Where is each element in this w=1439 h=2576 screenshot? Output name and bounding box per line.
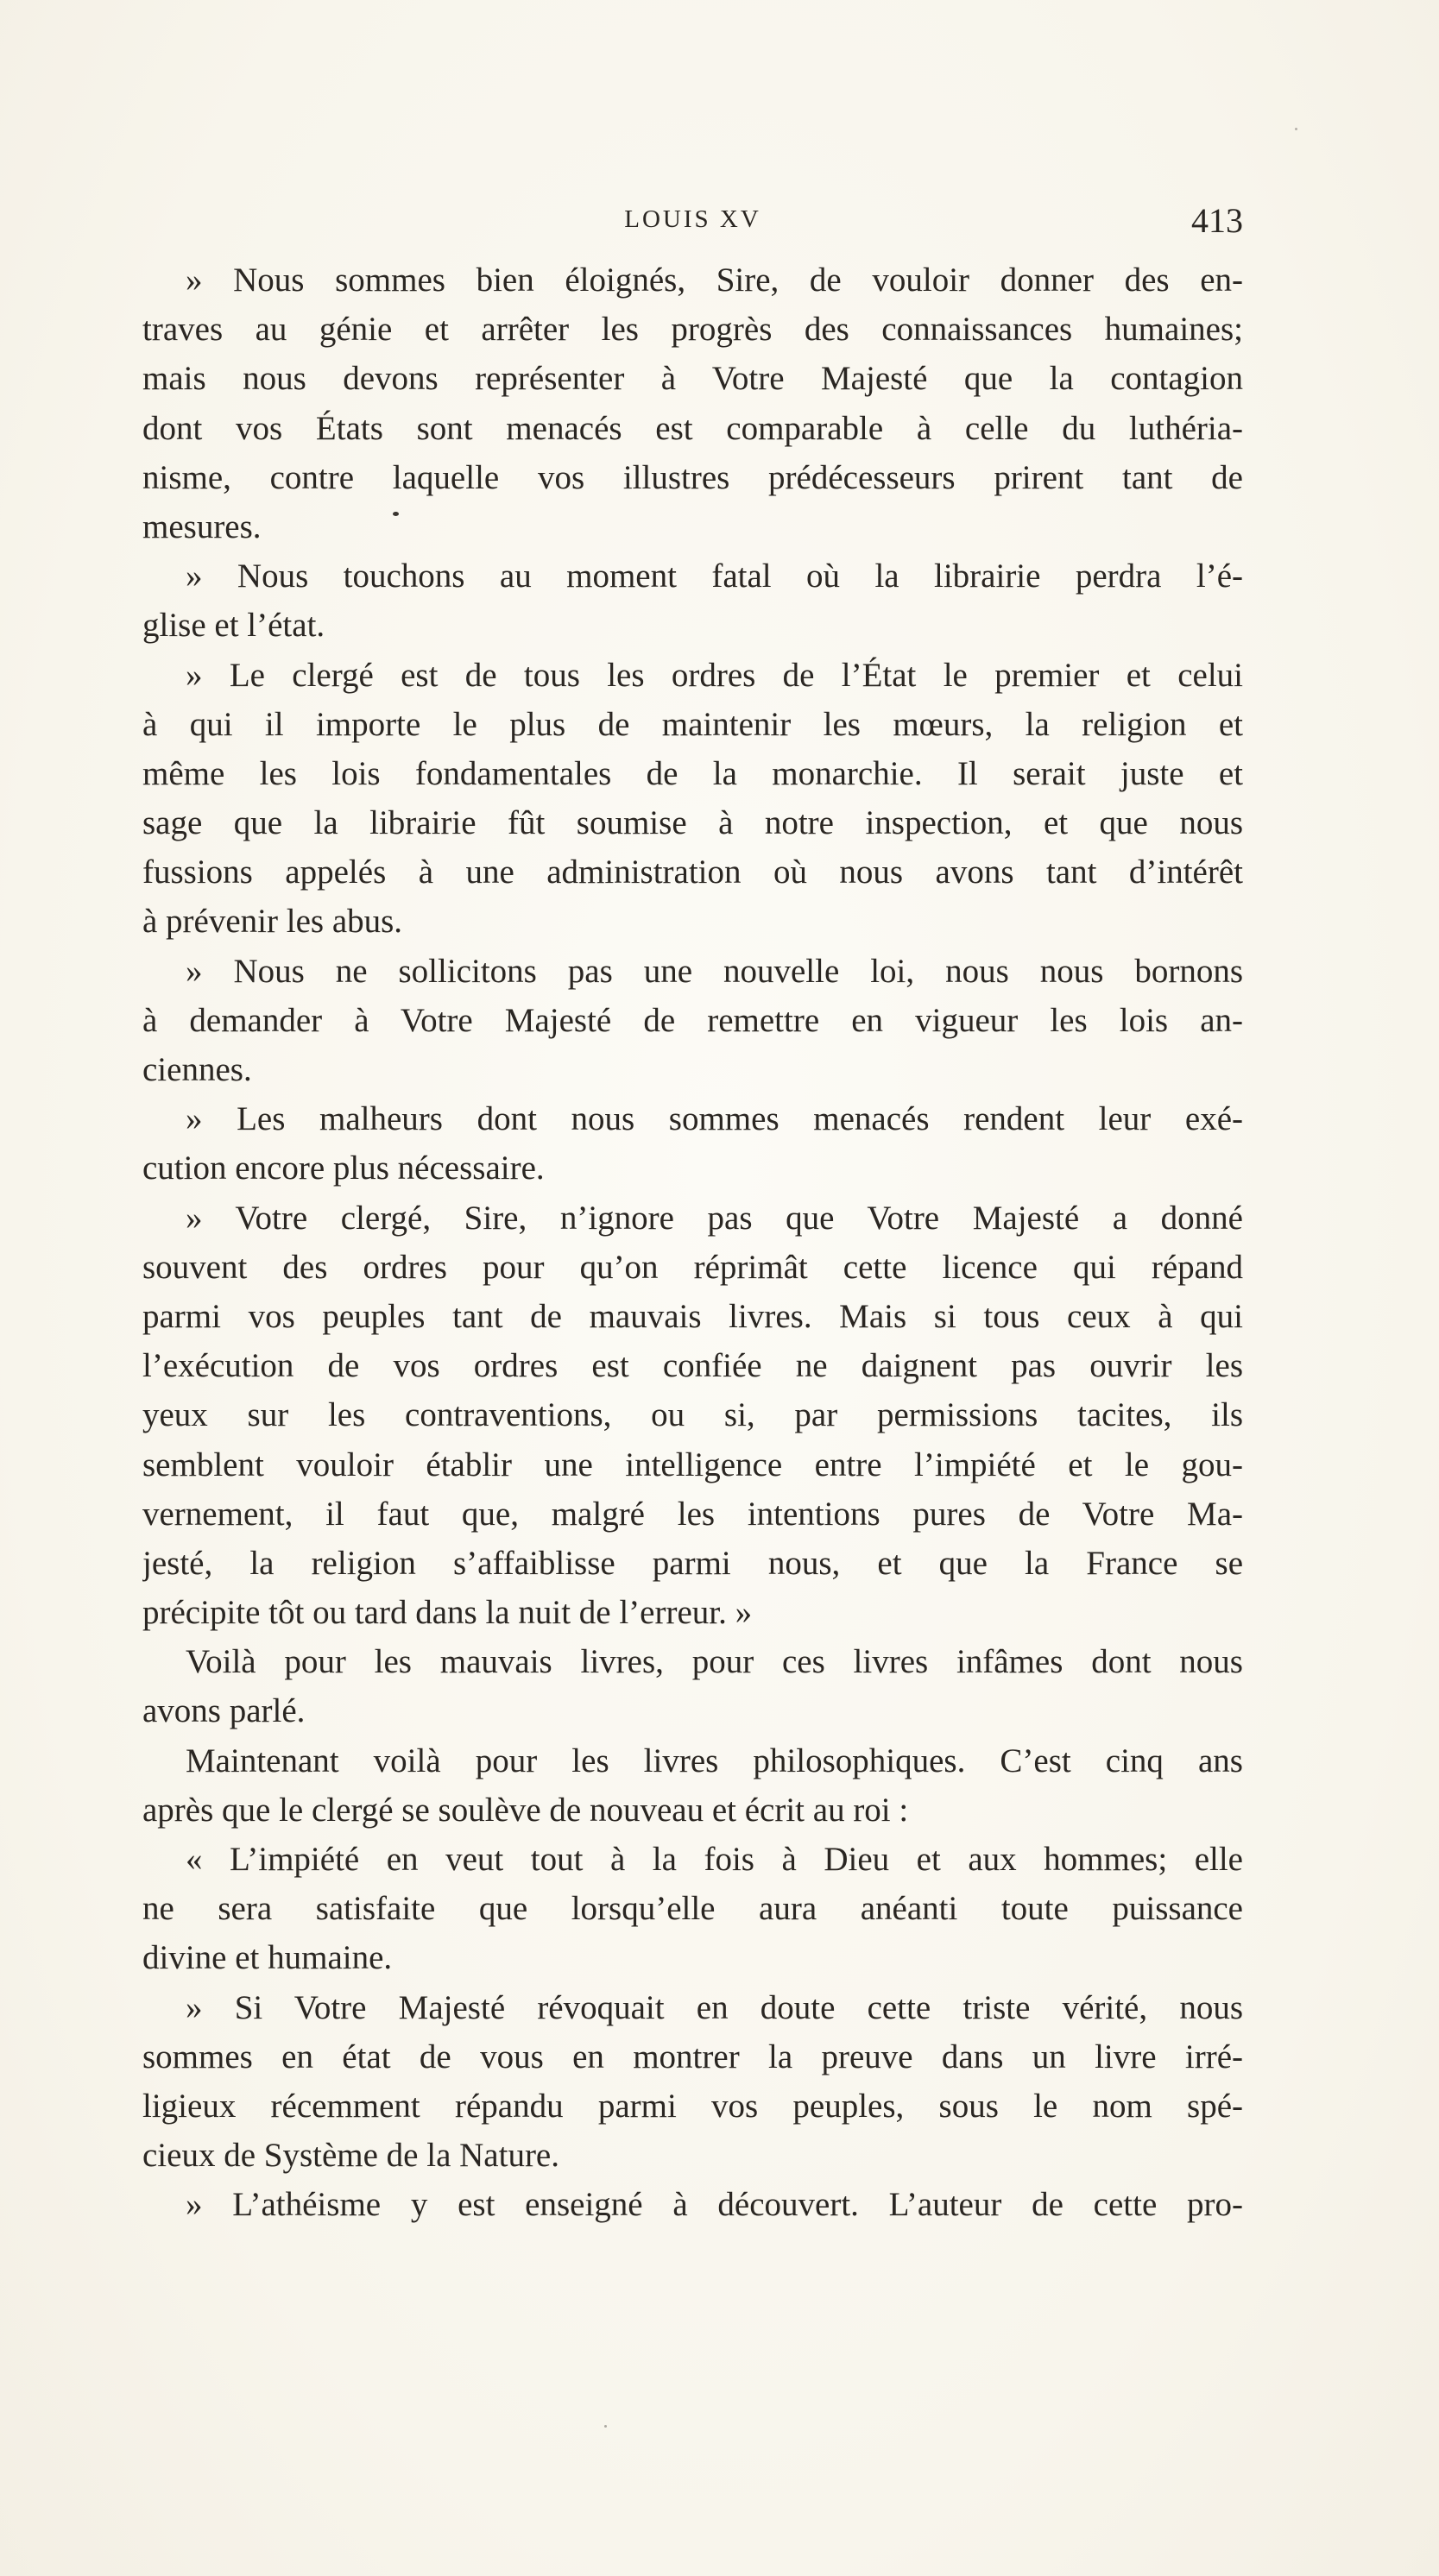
text-line: yeux sur les contraventions, ou si, par permissions tacites, ils	[142, 1396, 1243, 1434]
body-text	[142, 255, 1243, 2230]
text-line: vernement, il faut que, malgré les intentions pures de Votre Ma-	[142, 1495, 1243, 1533]
text-line: Maintenant voilà pour les livres philosophiques. C’est cinq ans	[186, 1741, 1243, 1779]
text-line: à qui il importe le plus de maintenir les mœurs, la religion et	[142, 705, 1243, 743]
text-line: même les lois fondamentales de la monarchie. Il serait juste et	[142, 754, 1243, 792]
text-line: sage que la librairie fût soumise à notre inspection, et que nous	[142, 804, 1243, 842]
page-number: 413	[1191, 201, 1243, 240]
text-line: avons parlé.	[142, 1692, 306, 1730]
ink-speck	[393, 512, 399, 516]
text-line: » Nous touchons au moment fatal où la librairie perdra l’é-	[186, 557, 1243, 595]
text-line: après que le clergé se soulève de nouveau et écrit au roi :	[142, 1791, 909, 1829]
text-line: « L’impiété en veut tout à la fois à Dieu et aux hommes; elle	[186, 1841, 1243, 1878]
ink-speck	[1295, 128, 1297, 130]
text-line: semblent vouloir établir une intelligence entre l’impiété et le gou-	[142, 1445, 1243, 1483]
text-line: » L’athéisme y est enseigné à découvert. L’auteur de cette pro-	[186, 2186, 1243, 2224]
ink-speck	[604, 2425, 607, 2428]
text-line: à demander à Votre Majesté de remettre en vigueur les lois an-	[142, 1001, 1243, 1039]
text-line: ne sera satisfaite que lorsqu’elle aura anéanti toute puissance	[142, 1890, 1243, 1928]
text-line: glise et l’état.	[142, 607, 325, 645]
text-line: précipite tôt ou tard dans la nuit de l’erreur. »	[142, 1594, 753, 1632]
text-line: à prévenir les abus.	[142, 903, 403, 941]
text-line: mais nous devons représenter à Votre Majesté que la contagion	[142, 360, 1243, 398]
page-header	[142, 200, 1243, 243]
text-line: souvent des ordres pour qu’on réprimât cette licence qui répand	[142, 1248, 1243, 1286]
text-line: cieux de Système de la Nature.	[142, 2137, 559, 2175]
text-line: » Nous sommes bien éloignés, Sire, de vouloir donner des en-	[186, 261, 1243, 299]
text-line: fussions appelés à une administration où nous avons tant d’intérêt	[142, 853, 1243, 891]
text-line: mesures.	[142, 507, 262, 545]
text-line: dont vos États sont menacés est comparable à celle du luthéria-	[142, 409, 1243, 447]
text-line: cution encore plus nécessaire.	[142, 1149, 545, 1187]
text-line: ciennes.	[142, 1051, 252, 1088]
text-line: » Le clergé est de tous les ordres de l’État le premier et celui	[186, 656, 1243, 694]
text-line: » Votre clergé, Sire, n’ignore pas que Votre Majesté a donné	[186, 1199, 1243, 1237]
text-line: » Nous ne sollicitons pas une nouvelle loi, nous nous bornons	[186, 952, 1243, 990]
running-head: LOUIS XV	[624, 205, 761, 233]
text-line: traves au génie et arrêter les progrès des connaissances humaines;	[142, 311, 1243, 349]
text-line: ligieux récemment répandu parmi vos peuples, sous le nom spé-	[142, 2087, 1243, 2125]
text-line: jesté, la religion s’affaiblisse parmi nous, et que la France se	[142, 1544, 1243, 1582]
text-line: » Si Votre Majesté révoquait en doute cette triste vérité, nous	[186, 1988, 1243, 2026]
text-line: l’exécution de vos ordres est confiée ne daignent pas ouvrir les	[142, 1347, 1243, 1385]
text-line: Voilà pour les mauvais livres, pour ces livres infâmes dont nous	[186, 1643, 1243, 1681]
text-line: » Les malheurs dont nous sommes menacés rendent leur exé-	[186, 1100, 1243, 1138]
text-line: sommes en état de vous en montrer la preuve dans un livre irré-	[142, 2037, 1243, 2075]
text-line: parmi vos peuples tant de mauvais livres. Mais si tous ceux à qui	[142, 1297, 1243, 1335]
text-line: divine et humaine.	[142, 1939, 393, 1977]
text-line: nisme, contre laquelle vos illustres prédécesseurs prirent tant de	[142, 458, 1243, 496]
